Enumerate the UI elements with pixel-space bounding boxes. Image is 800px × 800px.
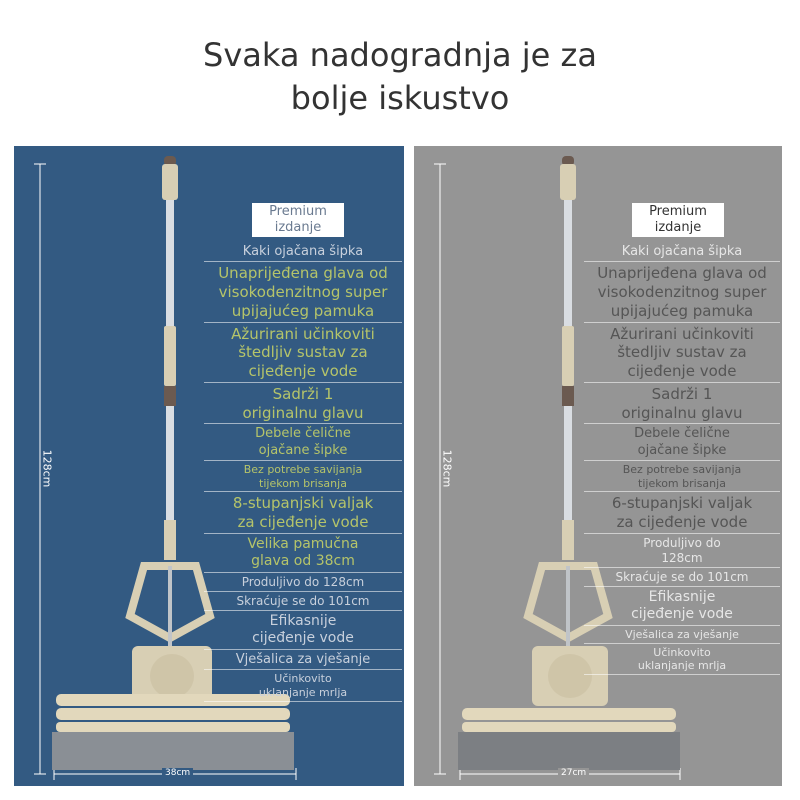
feature-label: Bez potrebe savijanja tijekom brisanja bbox=[204, 463, 402, 493]
feature-label: Vješalica za vješanje bbox=[204, 652, 402, 670]
premium-mop-panel bbox=[14, 146, 404, 786]
headline-line-1: Svaka nadogradnja je za bbox=[203, 36, 597, 74]
feature-label: Učinkovito uklanjanje mrlja bbox=[204, 672, 402, 702]
feature-label-list bbox=[584, 244, 780, 675]
feature-label: Produljivo do 128cm bbox=[584, 536, 780, 568]
headline-line-2: bolje iskustvo bbox=[290, 79, 510, 117]
premium-badge: Premium izdanje bbox=[252, 203, 344, 237]
feature-label: Ažurirani učinkoviti štedljiv sustav za cijeđenje vode bbox=[204, 325, 402, 383]
feature-label: Debele čelične ojačane šipke bbox=[204, 426, 402, 461]
feature-label: Skraćuje se do 101cm bbox=[204, 594, 402, 611]
standard-mop-panel bbox=[414, 146, 782, 786]
feature-label: Sadrži 1 originalnu glavu bbox=[204, 385, 402, 425]
width-dimension: 38cm bbox=[162, 768, 193, 778]
feature-label: Efikasnije cijeđenje vode bbox=[584, 589, 780, 626]
premium-badge: Premium izdanje bbox=[632, 203, 724, 237]
feature-label: Efikasnije cijeđenje vode bbox=[204, 613, 402, 650]
feature-label: 6-stupanjski valjak za cijeđenje vode bbox=[584, 494, 780, 534]
feature-label: Ažurirani učinkoviti štedljiv sustav za cijeđenje vode bbox=[584, 325, 780, 383]
feature-label: Skraćuje se do 101cm bbox=[584, 570, 780, 587]
feature-label: Unaprijeđena glava od visokodenzitnog super upijajućeg pamuka bbox=[204, 264, 402, 322]
width-dimension: 27cm bbox=[558, 768, 589, 778]
feature-label: 8-stupanjski valjak za cijeđenje vode bbox=[204, 494, 402, 534]
feature-label: Bez potrebe savijanja tijekom brisanja bbox=[584, 463, 780, 493]
feature-label: Velika pamučna glava od 38cm bbox=[204, 536, 402, 573]
height-dimension: 128cm bbox=[40, 449, 54, 488]
feature-label: Produljivo do 128cm bbox=[204, 575, 402, 592]
feature-label: Sadrži 1 originalnu glavu bbox=[584, 385, 780, 425]
feature-label-list bbox=[204, 244, 402, 702]
feature-label: Unaprijeđena glava od visokodenzitnog super upijajućeg pamuka bbox=[584, 264, 780, 322]
feature-label: Kaki ojačana šipka bbox=[584, 244, 780, 262]
feature-label: Vješalica za vješanje bbox=[584, 628, 780, 644]
feature-label: Debele čelične ojačane šipke bbox=[584, 426, 780, 461]
feature-label: Kaki ojačana šipka bbox=[204, 244, 402, 262]
height-dimension: 128cm bbox=[440, 449, 454, 488]
feature-label: Učinkovito uklanjanje mrlja bbox=[584, 646, 780, 676]
